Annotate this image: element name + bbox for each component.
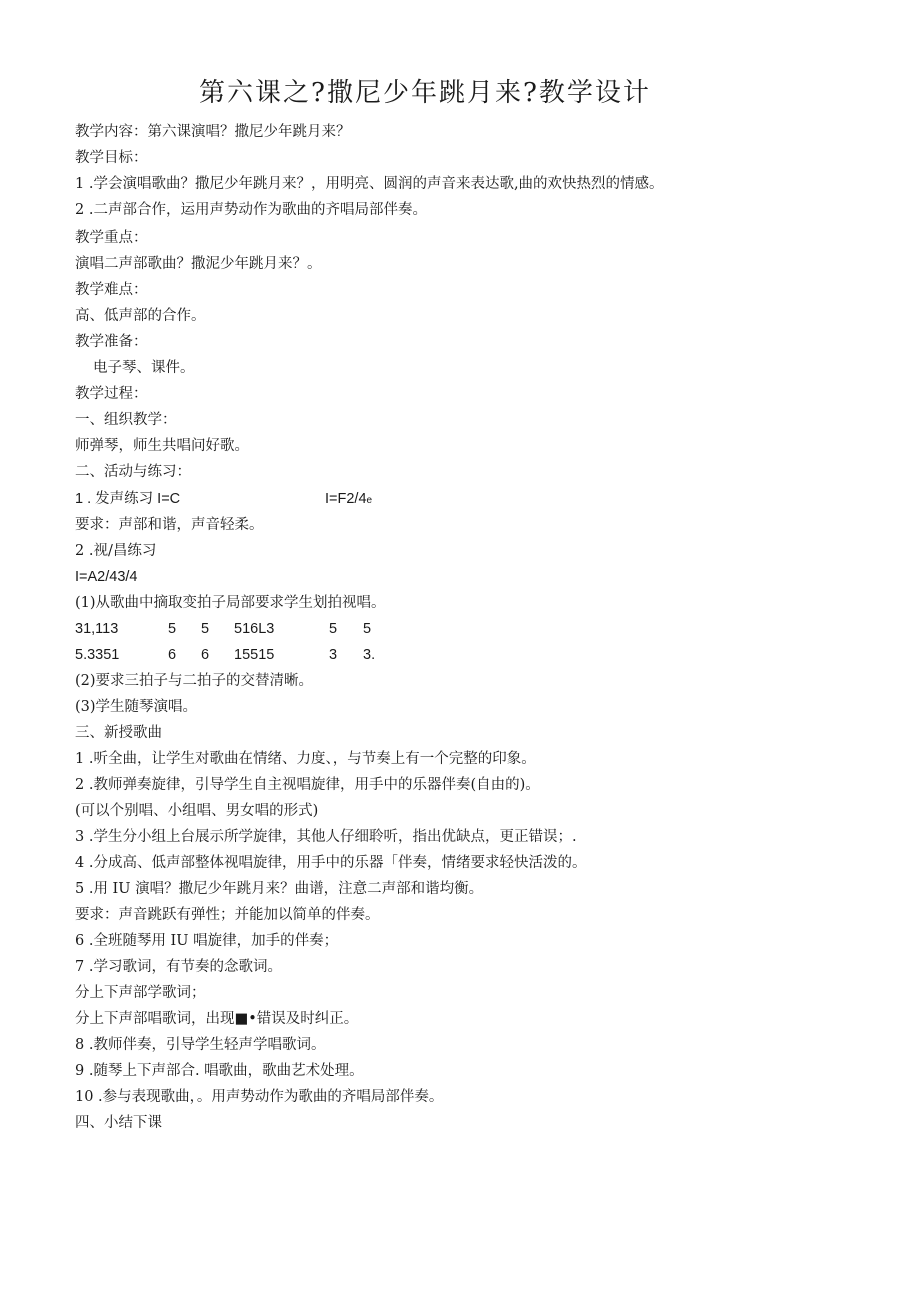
document-title: 第六课之?撒尼少年跳月来?教学设计 xyxy=(199,78,651,108)
note-cell: 5 xyxy=(168,621,177,637)
line-key-points: 演唱二声部歌曲？撒泥少年跳月来？。 xyxy=(75,256,322,272)
note-cell: 5 xyxy=(329,621,338,637)
note-cell: 5 xyxy=(363,621,372,637)
line-vocal-practice xyxy=(75,489,373,509)
note-cell: 5.3351 xyxy=(75,647,120,663)
line-teaching-content: 教学内容：第六课演唱？撒尼少年跳月来？ xyxy=(75,124,351,140)
line-new-1: 1 .听全曲，让学生对歌曲在情绪、力度、，与节奏上有一个完整的印象。 xyxy=(75,751,536,767)
line-key-signature: I=A2/43/4 xyxy=(75,569,138,585)
line-new-7: 7 .学习歌词，有节奏的念歌词。 xyxy=(75,959,282,975)
note-cell: 6 xyxy=(201,647,210,663)
note-cell: 5 xyxy=(201,621,210,637)
vocal-practice-key: I=F2/4e xyxy=(325,491,373,507)
line-objectives-heading: 教学目标： xyxy=(75,150,148,166)
line-section-1: 一、组织教学： xyxy=(75,412,177,428)
line-difficulty-heading: 教学难点： xyxy=(75,282,148,298)
line-section-2: 二、活动与练习： xyxy=(75,464,191,480)
line-new-10: 10 .参与表现歌曲，。用声势动作为歌曲的齐唱局部伴奏。 xyxy=(75,1089,444,1105)
line-section-4: 四、小结下课 xyxy=(75,1115,162,1131)
line-key-points-heading: 教学重点： xyxy=(75,230,148,246)
note-cell: 15515 xyxy=(234,647,275,663)
line-new-5-requirement: 要求：声音跳跃有弹性；并能加以简单的伴奏。 xyxy=(75,907,380,923)
line-step-1: (1)从歌曲中摘取变拍子局部要求学生划拍视唱。 xyxy=(75,595,386,611)
line-preparation: 电子琴、课件。 xyxy=(93,360,195,376)
line-lyrics-sing: 分上下声部唱歌词，出现■•错误及时纠正。 xyxy=(75,1011,359,1027)
line-lyrics-parts: 分上下声部学歌词； xyxy=(75,985,206,1001)
note-cell: 6 xyxy=(168,647,177,663)
line-new-8: 8 .教师伴奏，引导学生轻声学唱歌词。 xyxy=(75,1037,326,1053)
line-requirement-1: 要求：声部和谐，声音轻柔。 xyxy=(75,517,264,533)
line-new-9: 9 .随琴上下声部合. 唱歌曲，歌曲艺术处理。 xyxy=(75,1063,364,1079)
line-new-2-note: (可以个别唱、小组唱、男女唱的形式) xyxy=(75,803,319,819)
note-cell: 3 xyxy=(329,647,338,663)
line-new-5: 5 .用 IU 演唱？撒尼少年跳月来？曲谱，注意二声部和谐均衡。 xyxy=(75,881,484,897)
vocal-practice-label: 1 . 发声练习 I=C xyxy=(75,491,181,507)
line-objective-2: 2 .二声部合作，运用声势动作为歌曲的齐唱局部伴奏。 xyxy=(75,202,427,218)
note-cell: 31,113 xyxy=(75,621,119,637)
note-cell: 3. xyxy=(363,647,376,663)
line-greeting: 师弹琴，师生共唱问好歌。 xyxy=(75,438,249,454)
line-process-heading: 教学过程： xyxy=(75,386,148,402)
line-new-6: 6 .全班随琴用 IU 唱旋律，加手的伴奏； xyxy=(75,933,339,949)
line-objective-1: 1 .学会演唱歌曲？撒尼少年跳月来？，用明亮、圆润的声音来表达歌,曲的欢快热烈的情感。 xyxy=(75,176,664,192)
line-section-3: 三、新授歌曲 xyxy=(75,725,162,741)
line-new-3: 3 .学生分小组上台展示所学旋律，其他人仔细聆听，指出优缺点，更正错误；. xyxy=(75,829,577,845)
line-sight-singing: 2 .视/昌练习 xyxy=(75,543,157,559)
line-new-4: 4 .分成高、低声部整体视唱旋律，用手中的乐器「伴奏，情绪要求轻快活泼的。 xyxy=(75,855,587,871)
line-new-2: 2 .教师弹奏旋律，引导学生自主视唱旋律，用手中的乐器伴奏(自由的)。 xyxy=(75,777,540,793)
note-cell: 516L3 xyxy=(234,621,275,637)
line-difficulty: 高、低声部的合作。 xyxy=(75,308,206,324)
line-step-2: (2)要求三拍子与二拍子的交替清晰。 xyxy=(75,673,314,689)
line-step-3: (3)学生随琴演唱。 xyxy=(75,699,198,715)
line-preparation-heading: 教学准备： xyxy=(75,334,148,350)
